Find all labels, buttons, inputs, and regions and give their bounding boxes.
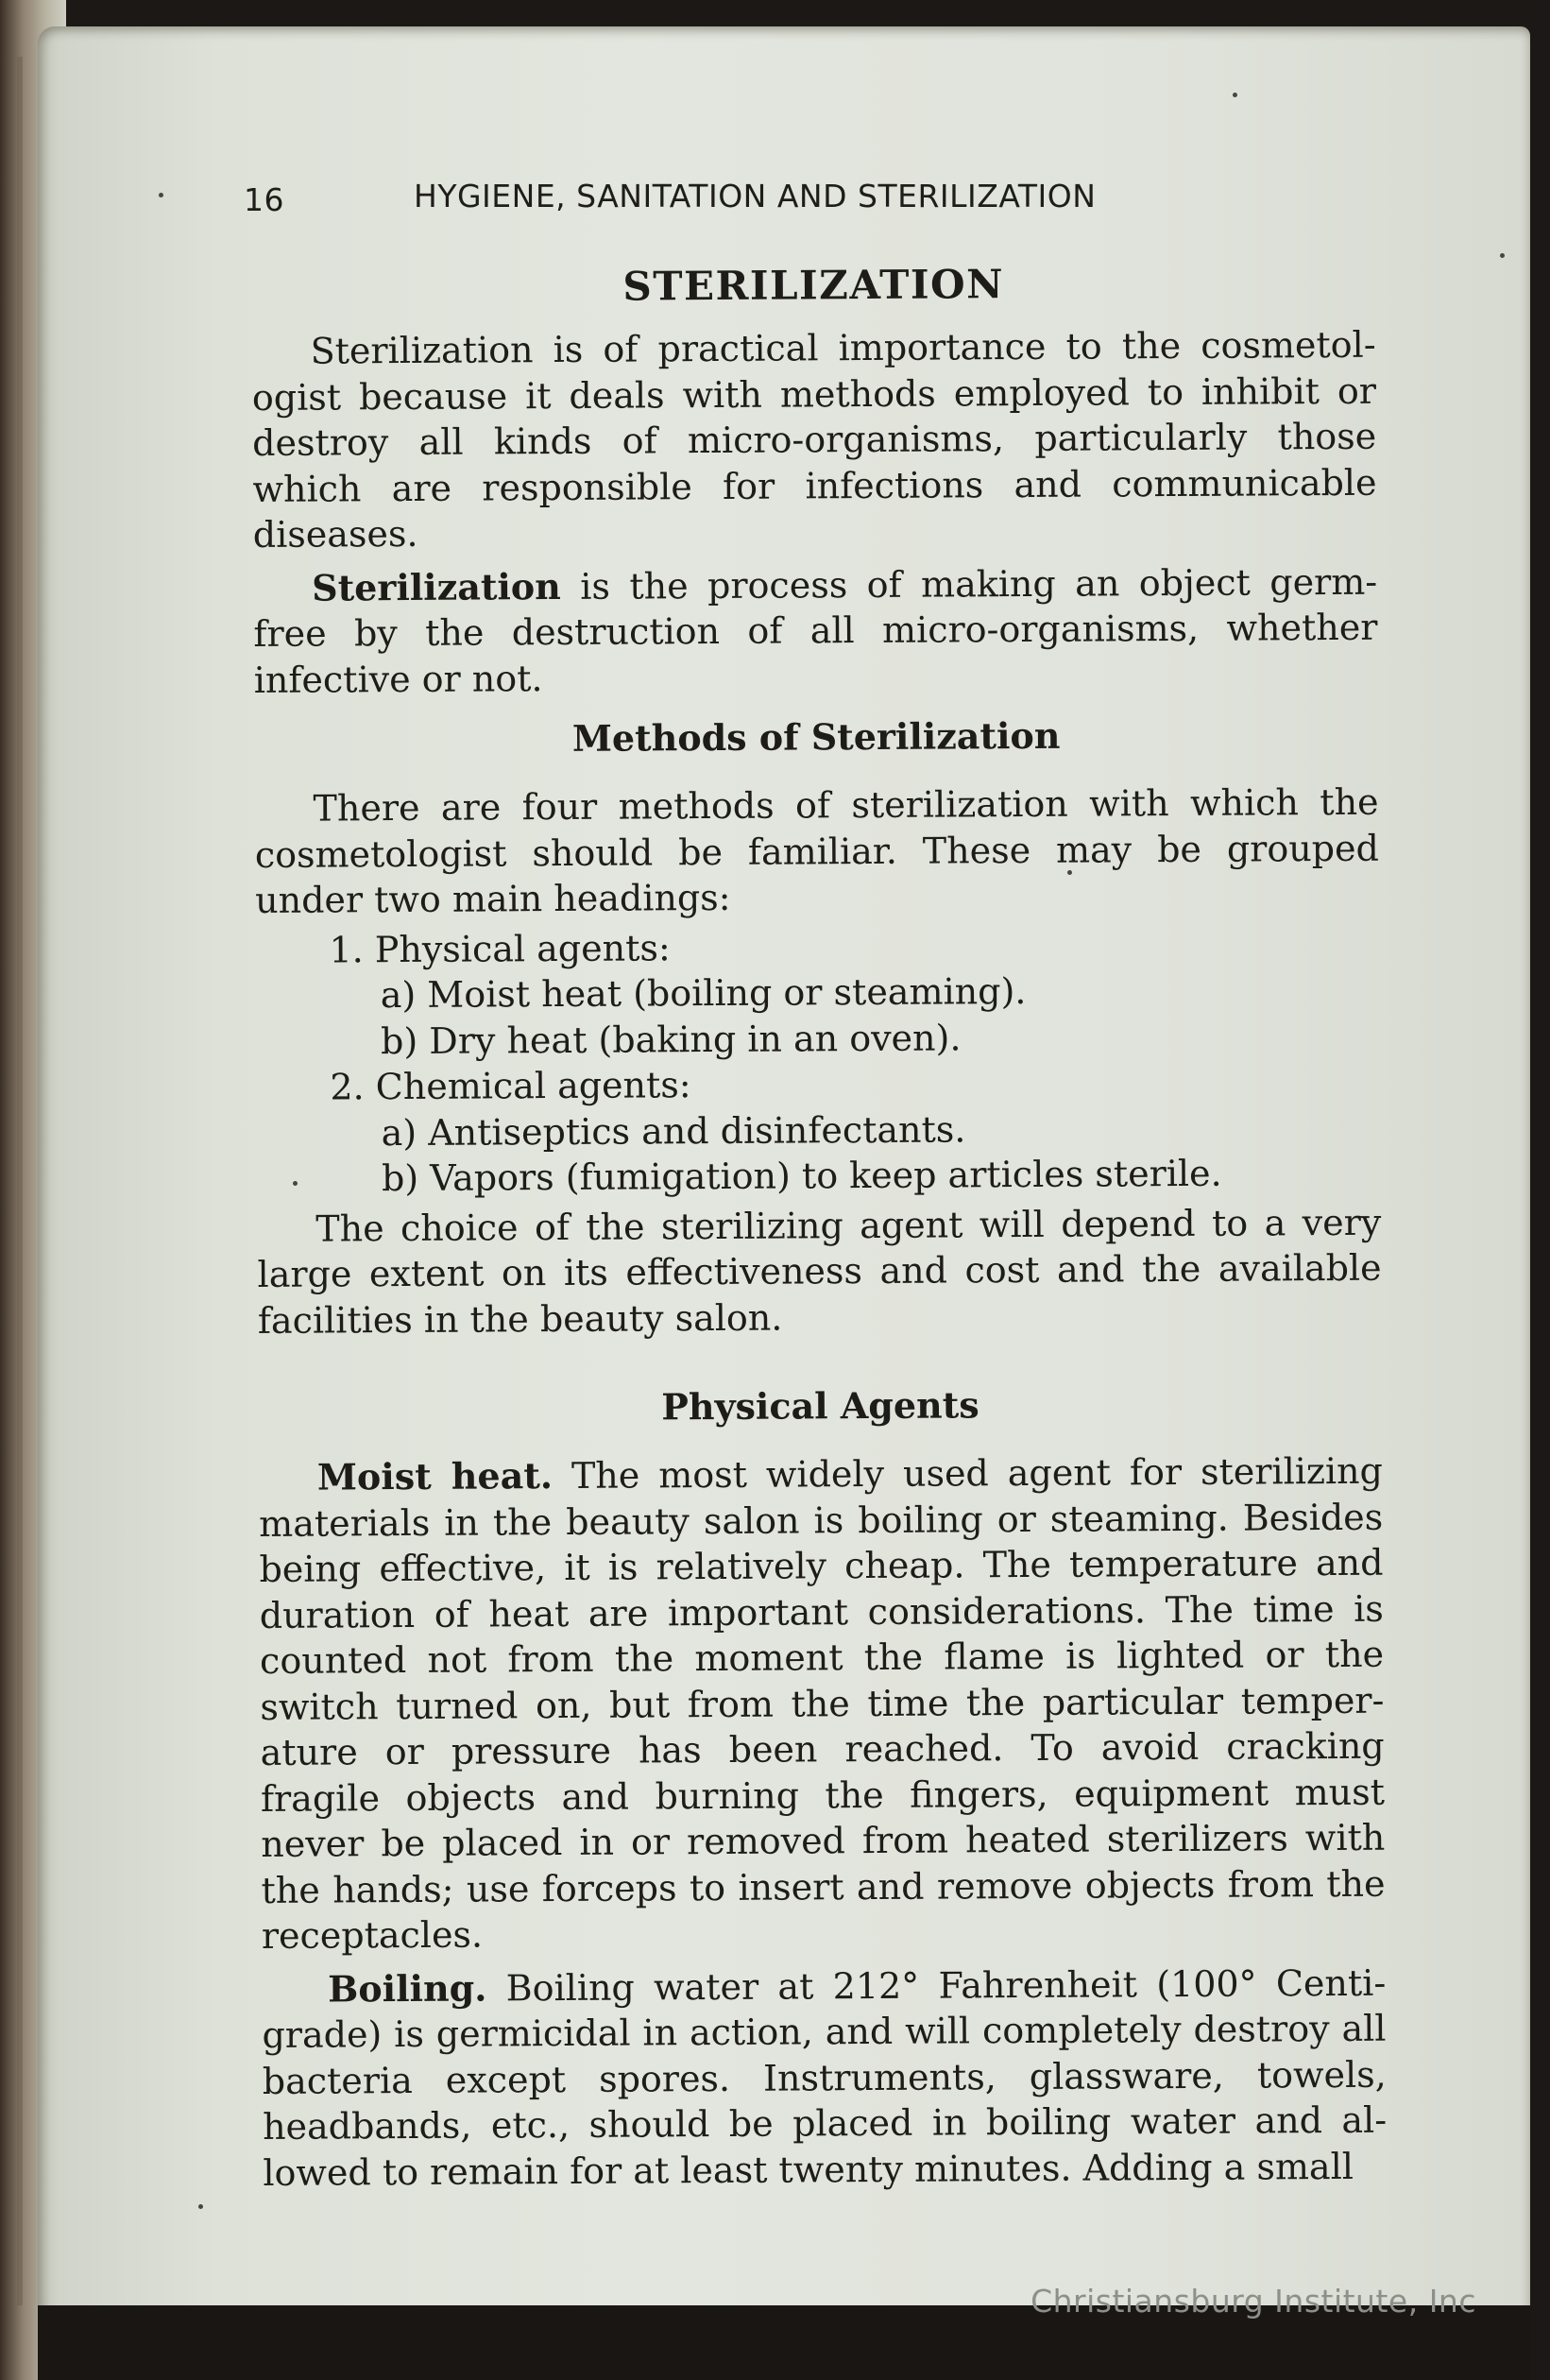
methods-item: a) Moist heat (boiling or steaming). — [380, 970, 1027, 1017]
running-head: HYGIENE, SANITATION AND STERILIZATION — [414, 178, 1097, 214]
moist-heat-paragraph — [259, 1448, 1386, 1960]
definition-text: is the process of making an object germ-free by the destruction of all micro-organisms, whether infective or not. — [253, 560, 1378, 701]
methods-sublist — [330, 967, 1381, 1065]
boiling-paragraph — [262, 1960, 1387, 2196]
section-title: STERILIZATION — [622, 261, 1005, 310]
paper-speck — [159, 193, 163, 197]
methods-heading: Methods of Sterilization — [571, 713, 1061, 760]
paper-speck — [1233, 93, 1237, 97]
methods-list — [255, 920, 1381, 1202]
methods-item: b) Dry heat (baking in an oven). — [380, 1016, 962, 1062]
definition-paragraph — [253, 558, 1378, 703]
methods-closing: The choice of the sterilizing agent will depend to a very large extent on its effectiveness and cost and the available facilities in the beauty salon. — [257, 1201, 1382, 1342]
boiling-term: Boiling. — [328, 1966, 487, 2011]
page-body — [251, 247, 1388, 2196]
definition-term: Sterilization — [312, 564, 561, 609]
methods-sublist — [331, 1104, 1382, 1202]
methods-group-label: 1. Physical agents: — [329, 926, 671, 971]
paper-speck — [1500, 253, 1505, 258]
page-number: 16 — [244, 181, 284, 218]
watermark: Christiansburg Institute, Inc — [1030, 2283, 1476, 2320]
physical-agents-heading: Physical Agents — [661, 1383, 979, 1429]
paper-speck — [198, 2204, 203, 2209]
methods-group-label: 2. Chemical agents: — [330, 1064, 691, 1108]
intro-paragraph: Sterilization is of practical importance to the cosmetologist because it deals with methods employed to inhibit or destroy all kinds of micro-organisms, particularly those which are responsible for infections and communicable diseases. — [251, 323, 1377, 556]
moist-heat-text: The most widely used agent for sterilizing materials in the beauty salon is boiling or steaming. Besides being effective, it is relatively cheap. The temperature and duration of heat are important considerations. The time is counted not from the moment the flame is lighted or the switch turned on, but from the time the particular temperature or pressure has been reached. To avoid cracking fragile objects and burning the fingers, equipment must never be placed in or removed from heated sterilizers with the hands; use forceps to insert and remove objects from the receptacles. — [259, 1449, 1386, 1957]
methods-group — [329, 920, 1380, 1064]
methods-intro: There are four methods of sterilization with which the cosmetologist should be familiar. These may be grouped under two main headings: — [254, 780, 1380, 921]
methods-group — [330, 1058, 1381, 1202]
methods-item: a) Antiseptics and disinfectants. — [381, 1107, 966, 1154]
boiling-text: Boiling water at 212° Fahrenheit (100° Centigrade) is germicidal in action, and will completely destroy all bacteria except spores. Instruments, glassware, towels, headbands, etc., should be placed in boiling water and allowed to remain for at least twenty minutes. Adding a small — [262, 1961, 1388, 2194]
methods-item: b) Vapors (fumigation) to keep articles sterile. — [381, 1152, 1222, 1200]
moist-heat-term: Moist heat. — [316, 1454, 554, 1498]
